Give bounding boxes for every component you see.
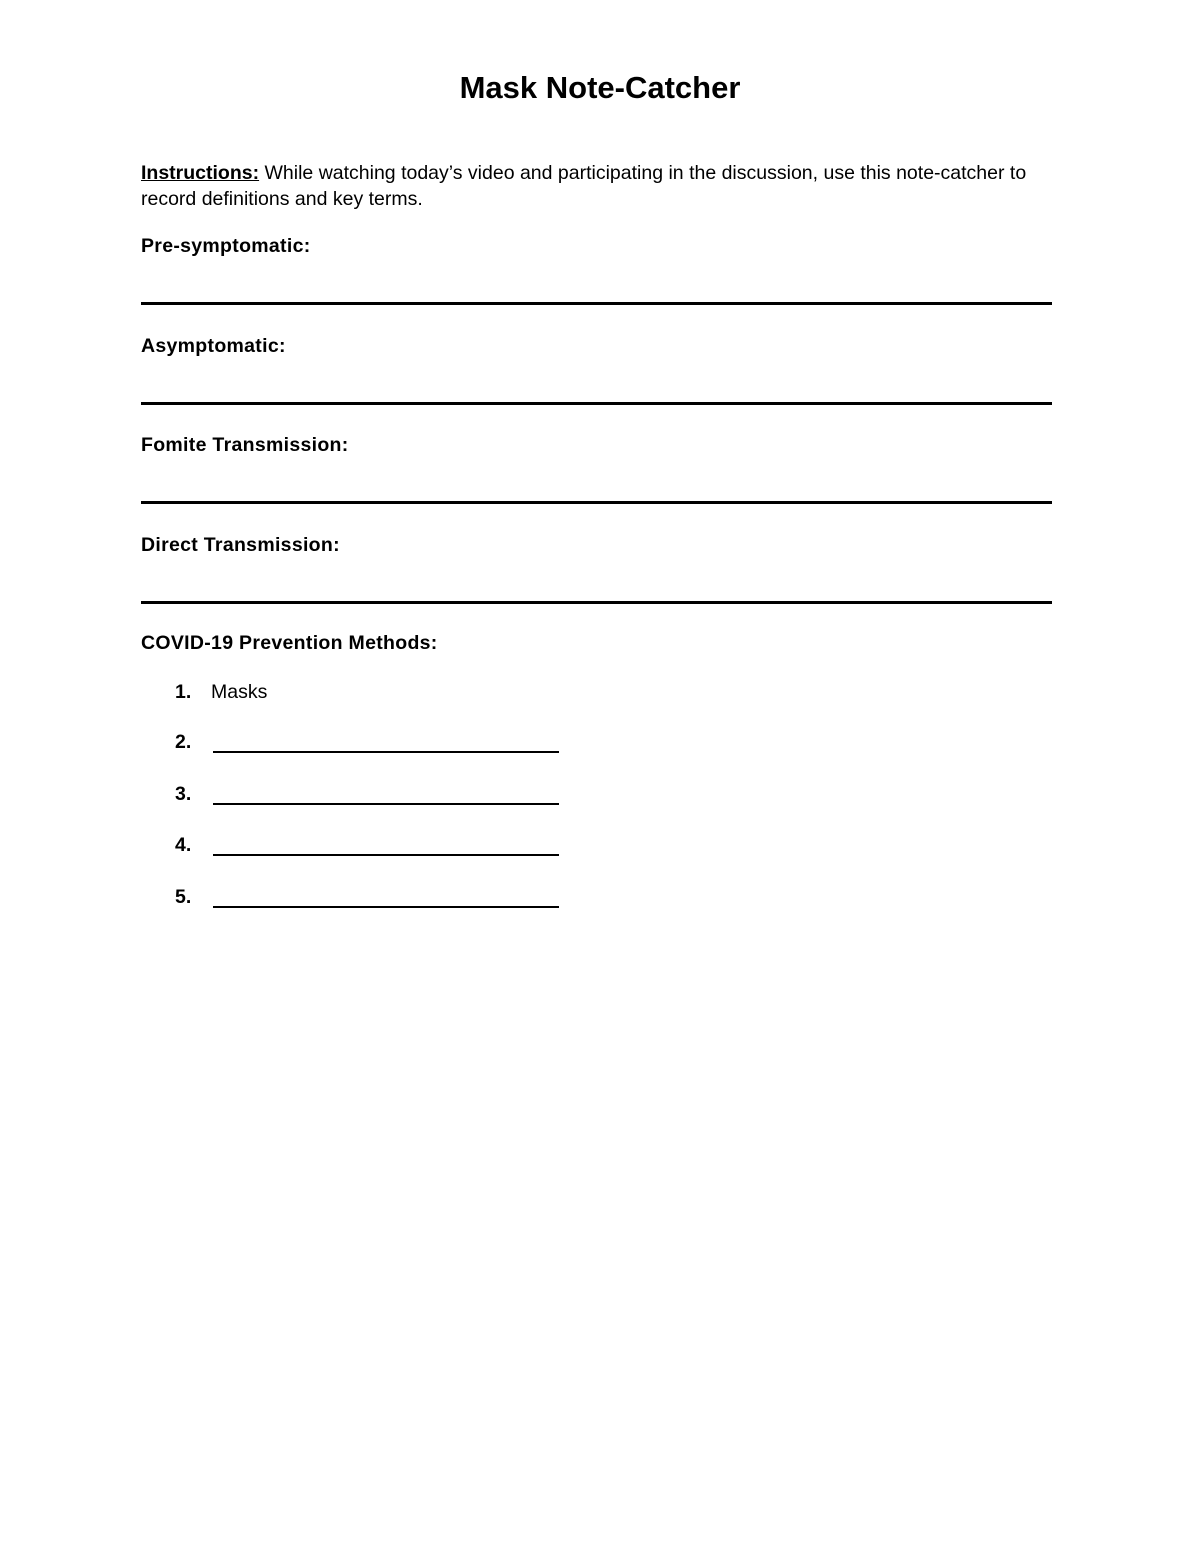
instructions-text: While watching today’s video and participating in the discussion, use this note-catcher to record definitions and key terms. <box>141 162 1027 210</box>
list-item-number: 4. <box>175 834 192 856</box>
prevention-methods-title: COVID-19 Prevention Methods: <box>141 632 438 654</box>
list-item <box>175 783 675 809</box>
list-item-number: 3. <box>175 783 192 805</box>
list-item-number: 5. <box>175 886 192 908</box>
answer-line-asymptomatic <box>141 402 1052 405</box>
term-label-direct-transmission: Direct Transmission: <box>141 534 340 556</box>
term-label-pre-symptomatic: Pre-symptomatic: <box>141 235 311 257</box>
list-item-number: 2. <box>175 731 192 753</box>
list-item-text: Masks <box>211 681 268 703</box>
answer-line-pre-symptomatic <box>141 302 1052 305</box>
list-item <box>175 731 675 757</box>
instructions-paragraph <box>141 160 1041 212</box>
instructions-label: Instructions: <box>141 162 260 184</box>
list-item-number: 1. <box>175 681 192 703</box>
list-item <box>175 681 675 707</box>
answer-blank <box>213 803 559 805</box>
answer-line-direct-transmission <box>141 601 1052 604</box>
list-item <box>175 886 675 912</box>
page-title: Mask Note-Catcher <box>459 70 741 105</box>
answer-line-fomite-transmission <box>141 501 1052 504</box>
term-label-asymptomatic: Asymptomatic: <box>141 335 286 357</box>
answer-blank <box>213 854 559 856</box>
term-label-fomite-transmission: Fomite Transmission: <box>141 434 349 456</box>
list-item <box>175 834 675 860</box>
answer-blank <box>213 751 559 753</box>
answer-blank <box>213 906 559 908</box>
